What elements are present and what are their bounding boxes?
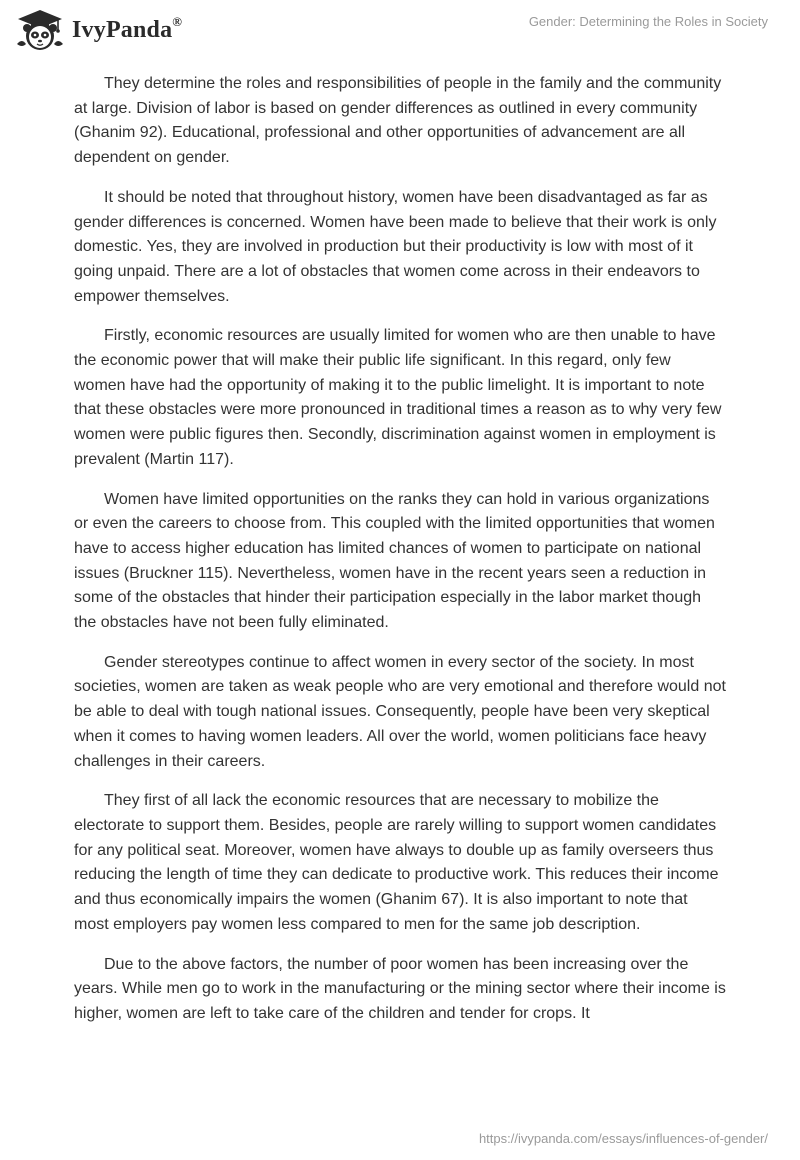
- source-url-link[interactable]: https://ivypanda.com/essays/influences-of-gender/: [478, 1131, 768, 1146]
- registered-mark: ®: [172, 14, 183, 29]
- brand-name: [72, 16, 182, 44]
- panda-logo-icon: [14, 8, 66, 52]
- paragraph: Women have limited opportunities on the ranks they can hold in various organizations or even the careers to choose from. This coupled with the limited opportunities that women have to access higher education has limited chances of women to participate on national issues (Bruckner 115). Nevertheless, women have in the recent years seen a reduction in some of the obstacles that hinder their participation especially in the labor market though the obstacles have not been fully eliminated.: [74, 490, 715, 632]
- brand-name-text: IvyPanda: [72, 17, 173, 43]
- paragraph: They first of all lack the economic resources that are necessary to mobilize the electorate to support them. Besides, people are rarely willing to support women candidates for any political seat. Moreover, women have always to double up as family overseers thus reducing the length of time they can dedicate to productive work. This reduces their income and thus economically impairs the women (Ghanim 67). It is also important to note that most employers pay women less compared to men for the same job description.: [74, 792, 719, 933]
- essay-body: [74, 72, 726, 1042]
- document-title: Gender: Determining the Roles in Society: [528, 14, 768, 29]
- paragraph: Firstly, economic resources are usually limited for women who are then unable to have the economic power that will make their public life significant. In this regard, only few women have had the opportunity of making it to the public limelight. It is important to note that these obstacles were more pronounced in traditional times a reason as to why very few women were public figures then. Secondly, discrimination against women in employment is prevalent (Martin 117).: [74, 327, 722, 468]
- paragraph: Gender stereotypes continue to affect women in every sector of the society. In most societies, women are taken as weak people who are very emotional and therefore would not be able to deal with tough national issues. Consequently, people have been very skeptical when it comes to having women leaders. All over the world, women politicians face heavy challenges in their careers.: [74, 653, 726, 770]
- paragraph: Due to the above factors, the number of poor women has been increasing over the years. While men go to work in the manufacturing or the mining sector where their income is higher, women are left to take care of the children and tender for crops. It: [74, 955, 726, 1022]
- paragraph: It should be noted that throughout history, women have been disadvantaged as far as gender differences is concerned. Women have been made to believe that their work is only domestic. Yes, they are involved in production but their productivity is low with most of it going unpaid. There are a lot of obstacles that women come across in their endeavors to empower themselves.: [74, 188, 717, 305]
- brand-logo[interactable]: [14, 8, 182, 52]
- paragraph: They determine the roles and responsibilities of people in the family and the community at large. Division of labor is based on gender differences as outlined in every community (Ghanim 92). Educational, professional and other opportunities of advancement are all dependent on gender.: [74, 75, 722, 167]
